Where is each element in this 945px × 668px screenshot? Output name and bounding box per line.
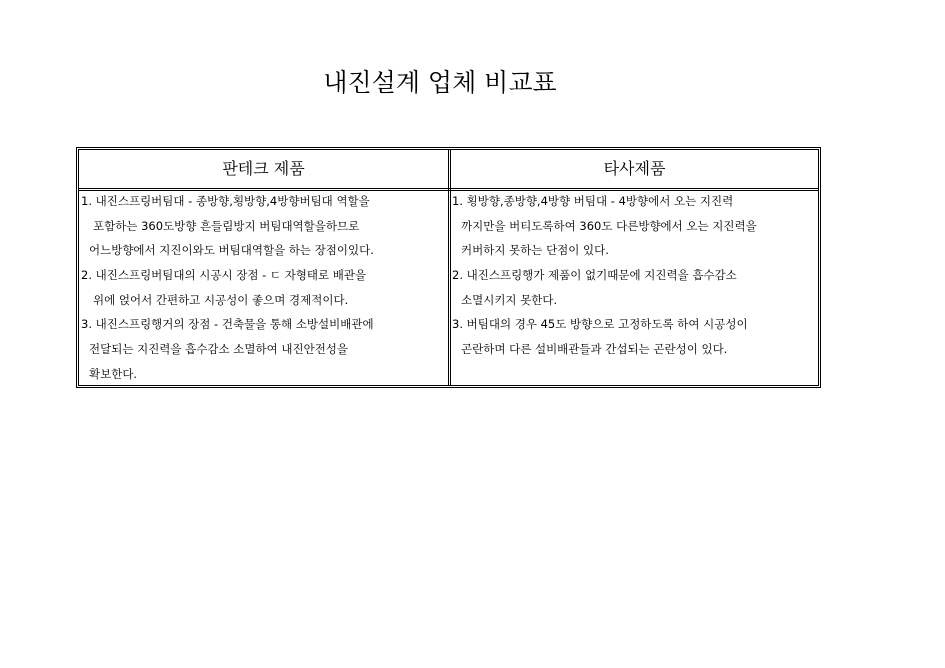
others-line: 1. 횡방향,종방향,4방향 버팀대 - 4방향에서 오는 지진력 [452, 194, 734, 208]
others-line: 곤란하며 다른 설비배관들과 간섭되는 곤란성이 있다. [461, 342, 728, 357]
pantech-line: 3. 내진스프링행거의 장점 - 건축물을 통해 소방설비배관에 [81, 317, 374, 332]
others-line: 3. 버팀대의 경우 45도 방향으로 고정하도록 하여 시공성이 [452, 317, 748, 332]
others-line: 소멸시키지 못한다. [461, 292, 558, 307]
pantech-line: 포함하는 360도방향 흔들림방지 버팀대역할을하므로 [93, 218, 360, 233]
pantech-product-cell [81, 189, 447, 387]
others-line: 2. 내진스프링행가 제품이 없기때문에 지진력을 흡수감소 [452, 268, 737, 283]
pantech-line: 확보한다. [89, 366, 138, 381]
pantech-line: 어느방향에서 지진이와도 버팀대역할을 하는 장점이있다. [89, 243, 374, 258]
pantech-line: 1. 내진스프링버팀대 - 종방향,횡방향,4방향버팀대 역할을 [81, 194, 370, 208]
pantech-line: 위에 얹어서 간편하고 시공성이 좋으며 경제적이다. [93, 292, 349, 307]
header-pantech-product: 판테크 제품 [222, 159, 305, 178]
comparison-table [76, 147, 821, 388]
others-line: 커버하지 못하는 단점이 있다. [461, 243, 609, 258]
document-title: 내진설계 업체 비교표 [323, 68, 557, 97]
pantech-line: 전달되는 지진력을 흡수감소 소멸하여 내진안전성을 [89, 342, 349, 357]
pantech-line: 2. 내진스프링버팀대의 시공시 장점 - ㄷ 자형태로 배관을 [81, 268, 367, 283]
header-other-products: 타사제품 [603, 159, 666, 178]
other-products-cell [452, 189, 816, 362]
others-line: 까지만을 버티도록하여 360도 다른방향에서 오는 지진력을 [461, 218, 757, 233]
